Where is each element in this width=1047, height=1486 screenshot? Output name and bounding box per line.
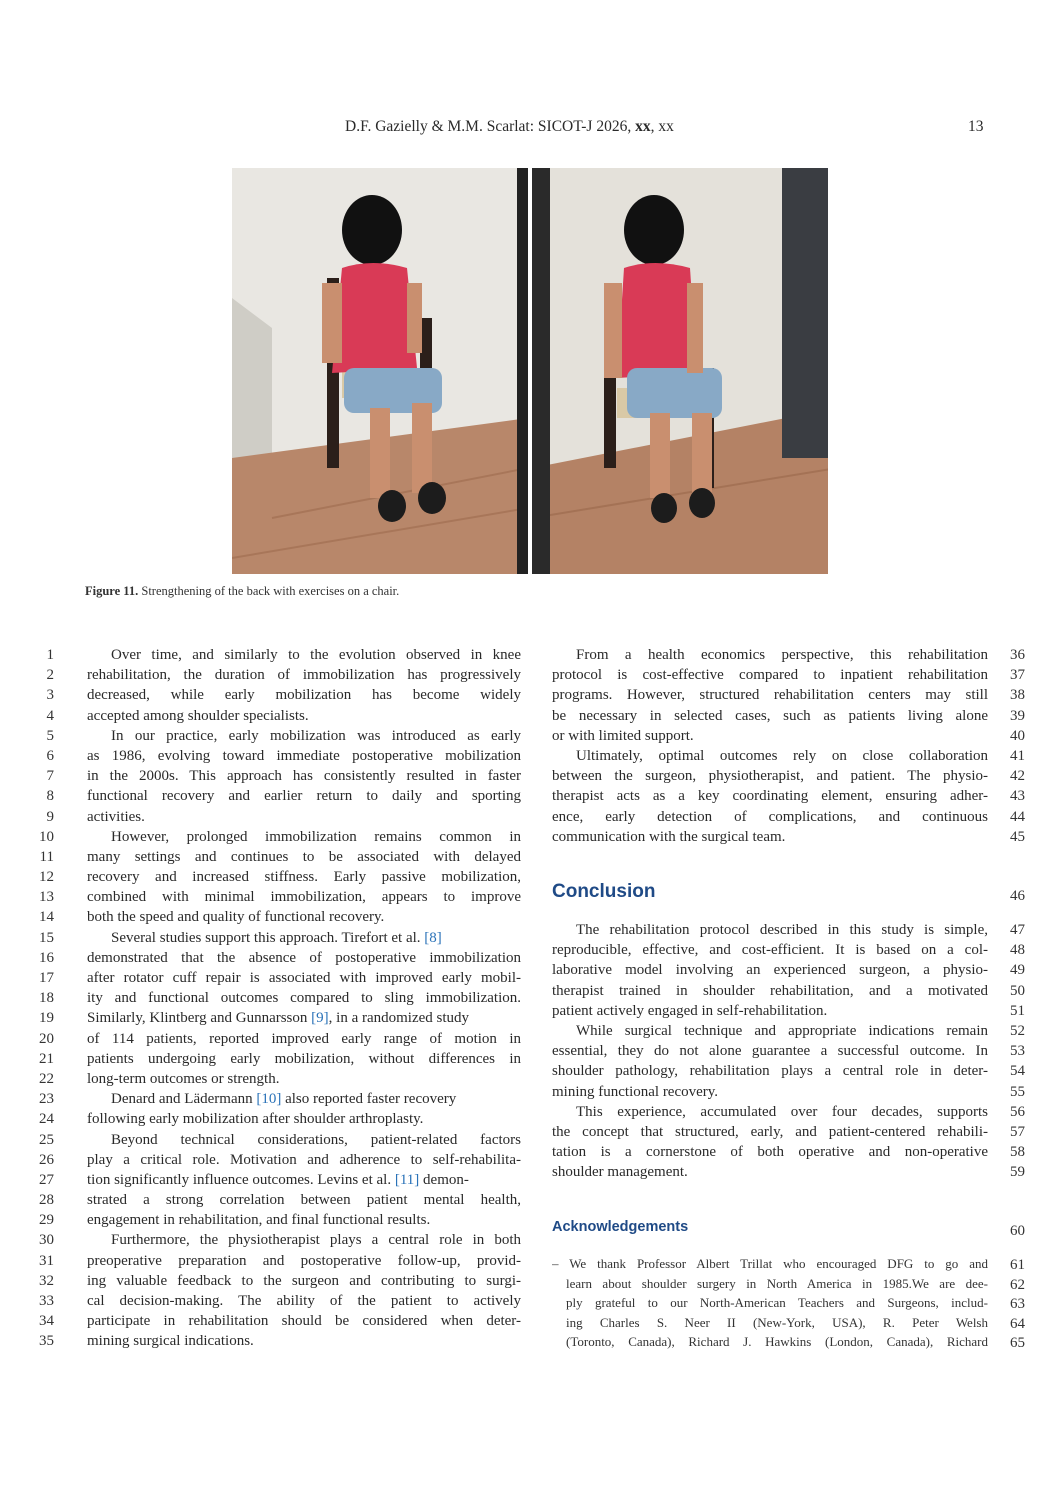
body-line: therapist trained in shoulder rehabilitation, and a motivated (552, 982, 988, 999)
body-line: laborative model involving an experienced surgeon, a physio- (552, 962, 988, 979)
figure-caption (85, 584, 399, 599)
line-number: 12 (39, 869, 54, 886)
section-title-acknowledgements: Acknowledgements (552, 1219, 689, 1235)
line-number: 50 (1010, 982, 1025, 999)
line-number: 9 (46, 808, 54, 825)
page-number: 13 (968, 118, 984, 135)
body-line: protocol is cost-effective compared to inpatient rehabilitation (552, 667, 988, 684)
line-number: 37 (1010, 667, 1025, 684)
line-number: 5 (46, 727, 54, 744)
photo-left (232, 168, 528, 574)
running-head: D.F. Gazielly & M.M. Scarlat: SICOT-J 2026, xx, xx (345, 118, 674, 135)
line-number: 25 (39, 1131, 54, 1148)
line-number: 40 (1010, 727, 1025, 744)
body-line: The rehabilitation protocol described in this study is simple, (576, 922, 988, 938)
left-column (87, 645, 521, 1352)
body-line: patients undergoing early mobilization, without differences in (87, 1050, 521, 1067)
line-number: 20 (39, 1030, 54, 1047)
citation-link[interactable]: [9] (311, 1010, 329, 1027)
body-line: shoulder management. (552, 1164, 688, 1181)
line-number: 14 (39, 909, 54, 926)
body-line: therapist acts as a key coordinating element, ensuring adher- (552, 788, 988, 805)
body-line: Over time, and similarly to the evolution observed in knee (111, 647, 521, 663)
line-number: 17 (39, 970, 54, 986)
line-number: 23 (39, 1091, 54, 1108)
body-line: communication with the surgical team. (552, 828, 786, 845)
line-number: 53 (1010, 1043, 1025, 1060)
line-number: 52 (1010, 1022, 1025, 1039)
ack-line: – We thank Professor Albert Trillat who encouraged DFG to go and (552, 1256, 988, 1271)
line-number: 54 (1010, 1063, 1025, 1080)
body-line: between the surgeon, physiotherapist, and patient. The physio- (552, 768, 988, 785)
acknowledgements-body (552, 1254, 988, 1352)
photo-right-illustration (532, 168, 828, 574)
ack-line: ing Charles S. Neer II (New-York, USA), R. Peter Welsh (566, 1314, 988, 1330)
line-number: 10 (39, 828, 54, 845)
body-line: both the speed and quality of functional recovery. (87, 909, 385, 926)
line-number: 62 (1010, 1276, 1025, 1293)
line-number: 45 (1010, 828, 1025, 845)
line-number: 63 (1010, 1296, 1025, 1312)
line-number: 35 (39, 1333, 54, 1350)
body-line: preoperative preparation and postoperative follow-up, provid- (87, 1252, 521, 1269)
body-line: From a health economics perspective, this rehabilitation (576, 647, 988, 663)
ack-line: learn about shoulder surgery in North America in 1985.We are dee- (566, 1275, 988, 1291)
body-line: tation is a cornerstone of both operative and non-operative (552, 1144, 988, 1161)
body-line: mining surgical indications. (87, 1333, 254, 1350)
body-line: Furthermore, the physiotherapist plays a central role in both (111, 1232, 521, 1249)
ack-line: ply grateful to our North-American Teachers and Surgeons, includ- (566, 1295, 988, 1310)
line-number: 11 (39, 848, 54, 865)
line-number: 49 (1010, 962, 1025, 979)
line-number: 58 (1010, 1144, 1025, 1161)
body-line: strated a strong correlation between patient mental health, (87, 1192, 521, 1209)
line-number: 13 (39, 889, 54, 906)
left-line-numbers (30, 645, 54, 1352)
line-number: 33 (39, 1293, 54, 1309)
body-line: mining functional recovery. (552, 1083, 719, 1100)
line-number: 26 (39, 1151, 54, 1168)
figure-11-photos (232, 168, 837, 574)
line-number: 8 (46, 788, 54, 805)
line-number: 34 (39, 1313, 54, 1330)
body-line: recovery and increased stiffness. Early passive mobilization, (87, 869, 521, 886)
right-line-numbers-c (1010, 1256, 1040, 1354)
line-number: 32 (39, 1272, 54, 1289)
line-number: 47 (1010, 922, 1025, 938)
line-number: 59 (1010, 1164, 1025, 1181)
right-line-number-46: 46 (1010, 888, 1025, 904)
body-line: However, prolonged immobilization remains common in (111, 828, 521, 845)
body-line: ing valuable feedback to the surgeon and contributing to surgi- (87, 1272, 521, 1289)
line-number: 56 (1010, 1103, 1025, 1120)
body-line: In our practice, early mobilization was introduced as early (111, 727, 521, 744)
line-number: 44 (1010, 808, 1025, 825)
line-number: 36 (1010, 647, 1025, 663)
line-number: 16 (39, 949, 54, 966)
body-line: reproducible, effective, and cost-efficient. It is based on a col- (552, 942, 988, 959)
body-line: accepted among shoulder specialists. (87, 707, 309, 724)
line-number: 57 (1010, 1123, 1025, 1140)
body-line: Similarly, Klintberg and Gunnarsson [9], in a randomized study (87, 1010, 470, 1027)
line-number: 6 (46, 747, 54, 764)
body-line: after rotator cuff repair is associated with improved early mobil- (87, 970, 521, 986)
body-line: While surgical technique and appropriate indications remain (576, 1022, 988, 1039)
body-line: Beyond technical considerations, patient-related factors (111, 1131, 521, 1148)
figure-caption-text: Strengthening of the back with exercises on a chair. (141, 584, 400, 598)
body-line: Ultimately, optimal outcomes rely on close collaboration (576, 747, 988, 764)
section-title-conclusion: Conclusion (552, 881, 656, 902)
line-number: 4 (46, 707, 54, 724)
body-line: functional recovery and earlier return to daily and sporting (87, 788, 521, 805)
line-number: 19 (39, 1010, 54, 1027)
issue: , xx (650, 118, 674, 135)
line-number: 21 (39, 1050, 54, 1067)
body-line: participate in rehabilitation should be considered when deter- (87, 1313, 521, 1330)
line-number: 61 (1010, 1257, 1025, 1273)
body-line: essential, they do not alone guarantee a successful outcome. In (552, 1043, 988, 1060)
ack-line: (Toronto, Canada), Richard J. Hawkins (London, Canada), Richard (566, 1334, 988, 1349)
body-line: or with limited support. (552, 727, 694, 744)
right-column-intro (552, 645, 988, 847)
line-number: 64 (1010, 1315, 1025, 1332)
photo-right (532, 168, 828, 574)
citation-link[interactable]: [11] (394, 1171, 420, 1188)
right-line-numbers-b (1010, 920, 1040, 1182)
body-line: engagement in rehabilitation, and final functional results. (87, 1212, 431, 1229)
body-line: Several studies support this approach. Tirefort et al. [8] (111, 929, 442, 946)
citation-link[interactable]: [8] (424, 929, 442, 946)
right-line-numbers-a (1010, 645, 1040, 847)
line-number: 30 (39, 1232, 54, 1249)
body-line: Denard and Lädermann [10] also reported faster recovery (111, 1091, 457, 1108)
line-number: 27 (39, 1171, 54, 1188)
body-line: in the 2000s. This approach has consistently resulted in faster (87, 768, 521, 785)
line-number: 1 (46, 647, 54, 663)
body-line: ence, early detection of complications, and continuous (552, 808, 988, 825)
line-number: 28 (39, 1192, 54, 1209)
line-number: 38 (1010, 687, 1025, 704)
body-line: patient actively engaged in self-rehabilitation. (552, 1002, 828, 1019)
line-number: 15 (39, 929, 54, 946)
figure-label: Figure 11. (85, 584, 139, 598)
body-line: many settings and continues to be associated with delayed (87, 848, 521, 865)
body-line: programs. However, structured rehabilitation centers may still (552, 687, 988, 704)
right-line-number-60: 60 (1010, 1223, 1025, 1239)
line-number: 41 (1010, 747, 1025, 764)
body-line: ity and functional outcomes compared to sling immobilization. (87, 990, 521, 1007)
body-line: combined with minimal immobilization, appears to improve (87, 889, 521, 906)
body-line: demonstrated that the absence of postoperative immobilization (87, 949, 521, 966)
line-number: 7 (46, 768, 54, 785)
line-number: 55 (1010, 1083, 1025, 1100)
line-number: 48 (1010, 942, 1025, 959)
line-number: 51 (1010, 1002, 1025, 1019)
line-number: 42 (1010, 768, 1025, 785)
line-number: 31 (39, 1252, 54, 1269)
line-number: 65 (1010, 1335, 1025, 1351)
body-line: activities. (87, 808, 145, 825)
body-line: following early mobilization after shoulder arthroplasty. (87, 1111, 424, 1128)
body-line: of 114 patients, reported improved early range of motion in (87, 1030, 521, 1047)
line-number: 29 (39, 1212, 54, 1229)
body-line: tion significantly influence outcomes. Levins et al. [11] demon- (87, 1171, 469, 1188)
body-line: as 1986, evolving toward immediate postoperative mobilization (87, 747, 521, 764)
volume: xx (635, 118, 651, 135)
body-line: long-term outcomes or strength. (87, 1070, 280, 1087)
line-number: 39 (1010, 707, 1025, 724)
conclusion-body (552, 920, 988, 1182)
line-number: 43 (1010, 788, 1025, 805)
body-line: rehabilitation, the duration of immobilization has progressively (87, 667, 521, 684)
body-line: shoulder pathology, rehabilitation plays a central role in deter- (552, 1063, 988, 1080)
line-number: 24 (39, 1111, 54, 1128)
line-number: 18 (39, 990, 54, 1007)
body-line: decreased, while early mobilization has become widely (87, 687, 521, 704)
photo-left-illustration (232, 168, 528, 574)
body-line: be necessary in selected cases, such as patients living alone (552, 707, 988, 724)
body-line: the concept that structured, early, and patient-centered rehabili- (552, 1123, 988, 1140)
body-line: cal decision-making. The ability of the patient to actively (87, 1293, 521, 1309)
line-number: 3 (46, 687, 54, 704)
line-number: 22 (39, 1070, 54, 1087)
body-line: play a critical role. Motivation and adherence to self-rehabilita- (87, 1151, 521, 1168)
line-number: 2 (46, 667, 54, 684)
body-line: This experience, accumulated over four decades, supports (576, 1103, 988, 1120)
citation-link[interactable]: [10] (256, 1091, 282, 1108)
